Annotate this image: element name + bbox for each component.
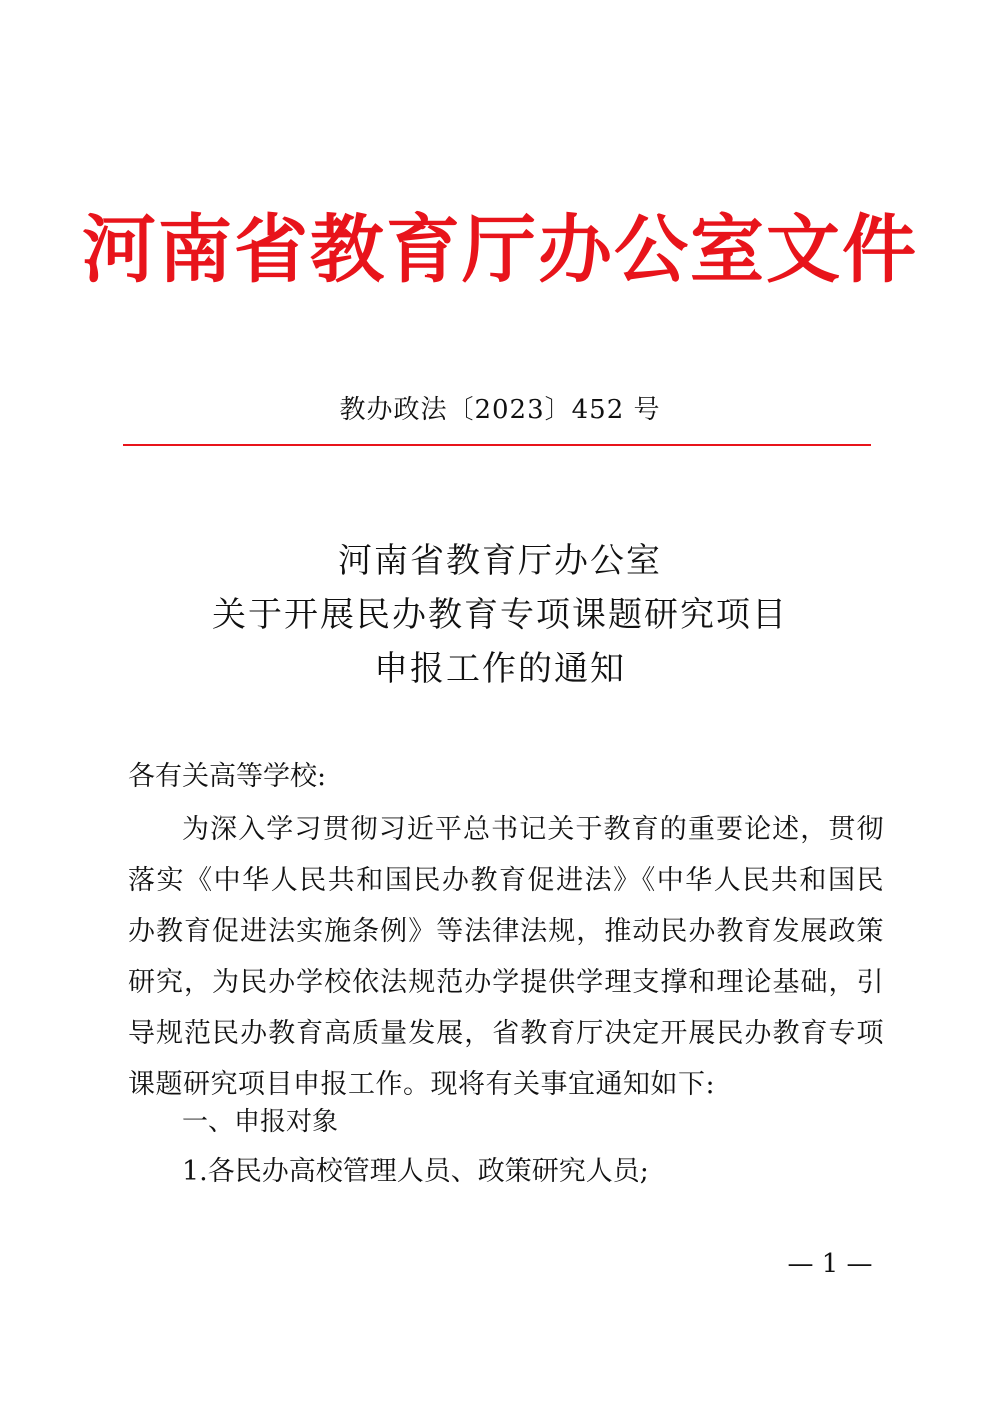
title-line-3: 申报工作的通知 [374,649,626,689]
list-item: 1.各民办高校管理人员、政策研究人员; [182,1156,649,1187]
document-number: 教办政法〔2023〕452 号 [339,395,661,425]
salutation: 各有关高等学校: [128,761,327,792]
title-line-1: 河南省教育厅办公室 [338,541,662,581]
body-paragraph: 为深入学习贯彻习近平总书记关于教育的重要论述，贯彻落实《中华人民共和国民办教育促进法》《中华人民共和国民办教育促进法实施条例》等法律法规，推动民办教育发展政策研究，为民办学校依法规范办学提供学理支撑和理论基础，引导规范民办教育高质量发展，省教育厅决定开展民办教育专项课题研究项目申报工作。现将有关事宜通知如下: [128,814,884,1100]
masthead-title: 河南省教育厅办公室文件 [82,207,918,293]
section-heading-applicants: 一、申报对象 [182,1107,339,1137]
red-divider-line [123,444,871,446]
page-number: — 1 — [787,1249,873,1279]
notice-title [0,534,1000,696]
title-line-2: 关于开展民办教育专项课题研究项目 [212,595,788,635]
